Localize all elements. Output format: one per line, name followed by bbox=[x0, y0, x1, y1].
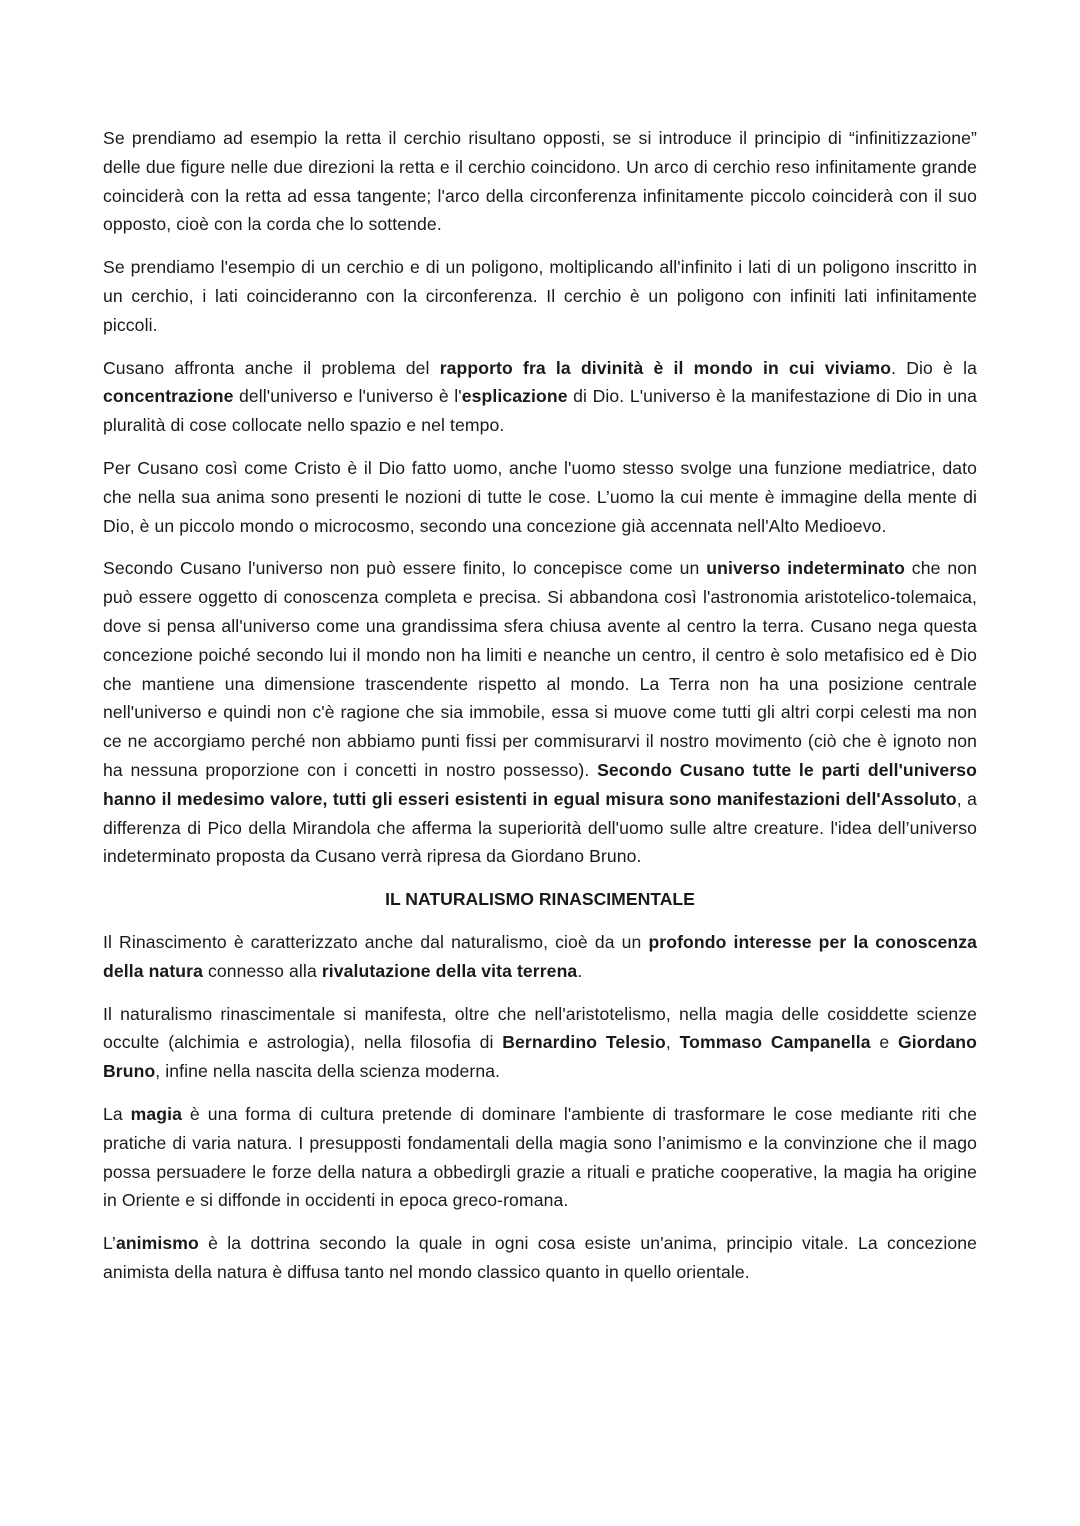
paragraphs-before-heading bbox=[103, 124, 977, 871]
bold-text-run: Giordano Bruno bbox=[103, 1032, 977, 1082]
text-run: . bbox=[577, 960, 583, 981]
bold-text-run: Bernardino Telesio bbox=[502, 1032, 666, 1053]
bold-text-run: rivalutazione della vita terrena bbox=[321, 960, 578, 981]
text-run: , a differenza di Pico della Mirandola che afferma la superiorità dell'uomo sulle altre creature. l'idea dell’universo indeterminato proposta da Cusano verrà ripresa da Giordano Bruno. bbox=[103, 788, 977, 867]
text-run: . Dio è la bbox=[891, 357, 977, 378]
bold-text-run: Secondo Cusano tutte le parti dell'universo hanno il medesimo valore, tutti gli esseri esistenti in egual misura sono manifestazioni dell'Assoluto bbox=[103, 759, 977, 809]
text-run: connesso alla bbox=[202, 960, 322, 981]
text-run: Cusano affronta anche il problema del bbox=[103, 357, 440, 378]
text-run: Se prendiamo l'esempio di un cerchio e di un poligono, moltiplicando all'infinito i lati di un poligono inscritto in un cerchio, i lati coincideranno con la circonferenza. Il cerchio è un poligono con infiniti lati infinitamente piccoli. bbox=[103, 257, 977, 335]
text-run: L’ bbox=[103, 1233, 116, 1254]
text-run: di Dio. L'universo è la manifestazione di Dio in una pluralità di cose collocate nello spazio e nel tempo. bbox=[103, 386, 977, 436]
bold-text-run: rapporto fra la divinità è il mondo in cui viviamo bbox=[439, 357, 892, 378]
document-page bbox=[103, 124, 977, 1301]
text-run: , bbox=[665, 1032, 680, 1053]
text-run: è la dottrina secondo la quale in ogni cosa esiste un'anima, principio vitale. La concezione animista della natura è diffusa tanto nel mondo classico quanto in quello orientale. bbox=[103, 1233, 977, 1282]
paragraph bbox=[103, 1229, 977, 1287]
text-run: dell'universo e l'universo è l' bbox=[233, 386, 462, 407]
paragraph bbox=[103, 253, 977, 339]
text-run: che non può essere oggetto di conoscenza completa e precisa. Si abbandona così l'astronomia aristotelico-tolemaica, dove si pensa all'universo come una grandissima sfera chiusa avente al centro la terra. Cusano nega questa concezione poiché secondo lui il mondo non ha limiti e neanche un centro, il centro è solo metafisico ed è Dio che mantiene una dimensione trascendente rispetto al mondo. La Terra non ha una posizione centrale nell'universo e quindi non c'è ragione che sia immobile, essa si muove come tutti gli altri corpi celesti ma non ce ne accorgiamo perché non abbiamo punti fissi per commisurarvi il nostro movimento (ciò che è ignoto non ha nessuna proporzione con i concetti in nostro possesso). bbox=[103, 558, 977, 780]
section-heading: IL NATURALISMO RINASCIMENTALE bbox=[385, 889, 695, 910]
bold-text-run: profondo interesse per la conoscenza della natura bbox=[103, 931, 977, 981]
bold-text-run: animismo bbox=[115, 1233, 199, 1254]
text-run: Se prendiamo ad esempio la retta il cerchio risultano opposti, se si introduce il principio di “infinitizzazione” delle due figure nelle due direzioni la retta e il cerchio coincidono. Un arco di cerchio reso infinitamente grande coinciderà con la retta ad essa tangente; l'arco della circonferenza infinitamente piccolo coinciderà con il suo opposto, cioè con la corda che lo sottende. bbox=[103, 128, 977, 235]
paragraphs-after-heading bbox=[103, 928, 977, 1287]
paragraph bbox=[103, 1000, 977, 1086]
text-run: La bbox=[103, 1103, 131, 1124]
text-run: e bbox=[870, 1032, 898, 1053]
bold-text-run: esplicazione bbox=[461, 386, 568, 407]
paragraph bbox=[103, 928, 977, 986]
paragraph bbox=[103, 124, 977, 239]
text-run: , infine nella nascita della scienza moderna. bbox=[155, 1061, 501, 1082]
paragraph bbox=[103, 354, 977, 440]
paragraph bbox=[103, 554, 977, 871]
paragraph bbox=[103, 454, 977, 540]
text-run: Il Rinascimento è caratterizzato anche dal naturalismo, cioè da un bbox=[103, 931, 649, 952]
paragraph bbox=[103, 1100, 977, 1215]
text-run: Secondo Cusano l'universo non può essere finito, lo concepisce come un bbox=[103, 558, 707, 579]
text-run: è una forma di cultura pretende di dominare l'ambiente di trasformare le cose mediante riti che pratiche di varia natura. I presupposti fondamentali della magia sono l’animismo e la convinzione che il mago possa persuadere le forze della natura a obbedirgli grazie a rituali e pratiche cooperative, la magia ha origine in Oriente e si diffonde in occidenti in epoca greco-romana. bbox=[103, 1103, 977, 1211]
bold-text-run: universo indeterminato bbox=[706, 558, 905, 579]
bold-text-run: Tommaso Campanella bbox=[679, 1032, 871, 1053]
text-run: Per Cusano così come Cristo è il Dio fatto uomo, anche l'uomo stesso svolge una funzione mediatrice, dato che nella sua anima sono presenti le nozioni di tutte le cose. L’uomo la cui mente è immagine della mente di Dio, è un piccolo mondo o microcosmo, secondo una concezione già accennata nell'Alto Medioevo. bbox=[103, 457, 977, 536]
text-run: Il naturalismo rinascimentale si manifesta, oltre che nell'aristotelismo, nella magia delle cosiddette scienze occulte (alchimia e astrologia), nella filosofia di bbox=[103, 1003, 977, 1053]
bold-text-run: magia bbox=[130, 1103, 183, 1124]
bold-text-run: concentrazione bbox=[103, 386, 234, 407]
